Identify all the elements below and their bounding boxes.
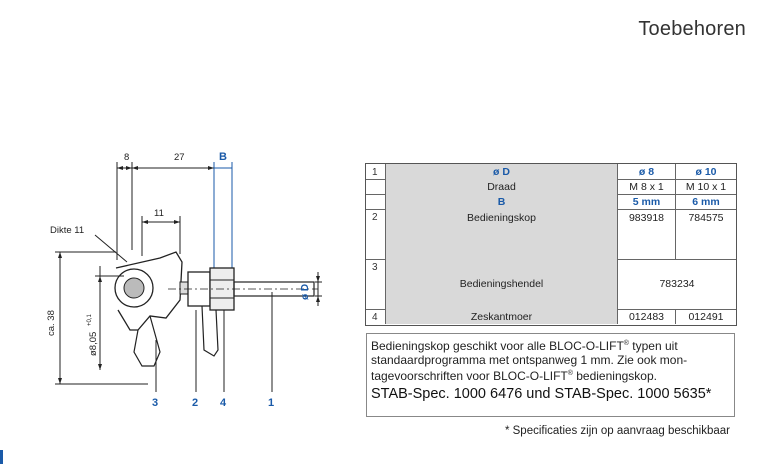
- bedieningskop-code-8: 983918: [618, 209, 676, 259]
- bedieningskop-label: Bedieningskop: [386, 209, 618, 259]
- page-edge-marker: [0, 450, 3, 464]
- callout-2: 2: [192, 397, 199, 409]
- b-6mm: 6 mm: [692, 195, 720, 208]
- col-header-8: ø 8: [618, 164, 676, 179]
- b-5mm: 5 mm: [618, 194, 676, 209]
- thread-label: Draad: [386, 179, 618, 194]
- description-line-3: tagevoorschriften voor BLOC-O-LIFT® bedieningskop.: [371, 369, 657, 383]
- table-row: [366, 309, 736, 324]
- callout-4: 4: [220, 397, 227, 409]
- footnote: * Specificaties zijn op aanvraag beschikbaar: [504, 425, 730, 437]
- thread-m8: M 8 x 1: [618, 179, 676, 194]
- row-number: 1: [366, 164, 386, 179]
- row-number: 4: [366, 309, 386, 324]
- row-number: 3: [366, 259, 386, 309]
- phi-d-header: ø D: [386, 164, 618, 179]
- bedieningskop-code-10: 784575: [688, 212, 724, 224]
- zeskantmoer-code-8: 012483: [618, 309, 676, 324]
- callout-1: 1: [268, 397, 275, 409]
- dim-b: B: [219, 151, 227, 163]
- row-number: 2: [366, 209, 386, 259]
- zeskantmoer-code-10: 012491: [688, 310, 724, 323]
- ca38-label: ca. 38: [46, 310, 57, 336]
- dikte-label: Dikte 11: [50, 225, 85, 236]
- thread-m10: M 10 x 1: [685, 180, 727, 193]
- zeskantmoer-label: Zeskantmoer: [386, 309, 618, 324]
- thread-row: [366, 179, 736, 195]
- b-label: B: [386, 194, 618, 209]
- table-row: [366, 209, 736, 260]
- callout-3: 3: [152, 397, 159, 409]
- description-line-1: Bedieningskop geschikt voor alle BLOC-O-LIFT® typen uit: [371, 339, 678, 353]
- phi-d-label: ø D: [300, 283, 311, 300]
- stab-spec: STAB-Spec. 1000 6476 und STAB-Spec. 1000 5635*: [371, 386, 712, 402]
- dim-11: 11: [154, 208, 164, 219]
- table-row: [366, 259, 736, 310]
- description-box: [366, 333, 735, 417]
- description-line-2: standaardprogramma met ontspanweg 1 mm. Zie ook mon-: [371, 353, 688, 367]
- dim-27: 27: [174, 152, 185, 163]
- dia805-tolerance: +0,1: [87, 314, 93, 326]
- bedieningshendel-label: Bedieningshendel: [386, 259, 618, 309]
- bedieningshendel-code: 783234: [659, 278, 695, 290]
- page-title: Toebehoren: [638, 18, 746, 40]
- table-header-row: [366, 164, 736, 180]
- b-row: [366, 194, 736, 210]
- spec-table: [365, 163, 737, 326]
- dim-8: 8: [124, 152, 130, 163]
- dia805-label: ø8,05: [88, 331, 99, 356]
- col-header-10: ø 10: [695, 165, 717, 178]
